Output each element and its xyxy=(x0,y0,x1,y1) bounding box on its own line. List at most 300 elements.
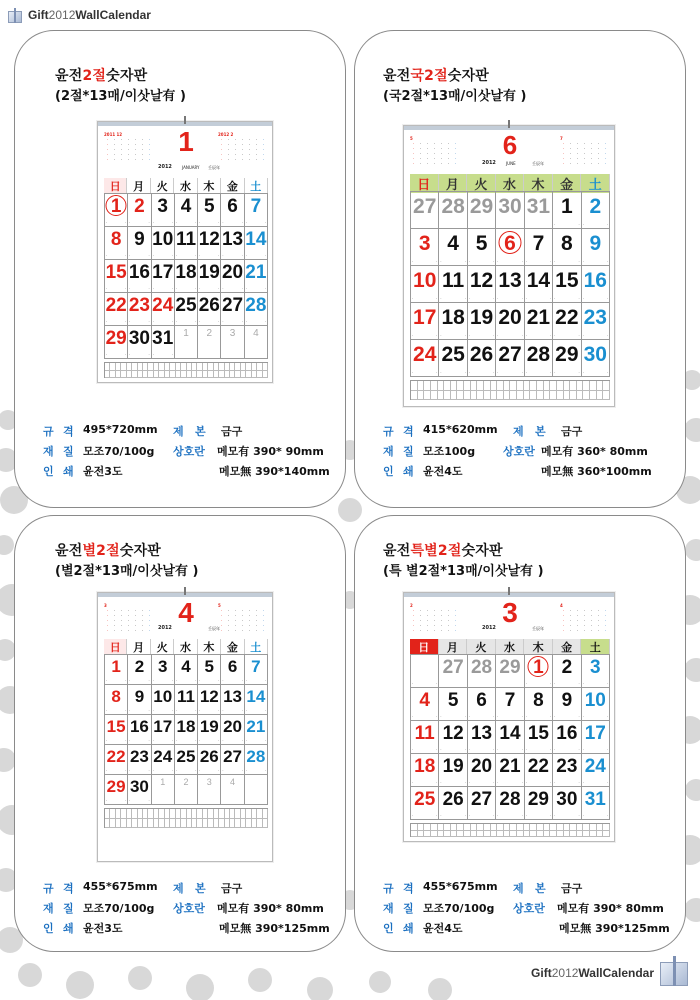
mini-day: · xyxy=(419,608,422,613)
mini-day: · xyxy=(134,613,137,618)
mini-day: · xyxy=(583,618,586,623)
mini-calendar-grid xyxy=(410,141,459,166)
date-number: 4 xyxy=(419,690,430,711)
date-number: 26 xyxy=(469,343,494,366)
lunar-mark: · xyxy=(606,334,608,338)
date-number: 15 xyxy=(555,269,579,292)
memo-cell xyxy=(411,831,418,838)
date-number: 2 xyxy=(589,195,602,218)
date-number: 20 xyxy=(498,306,522,329)
spec-table xyxy=(15,423,346,483)
weekday-label: 火 xyxy=(151,178,174,194)
lunar-date xyxy=(412,781,437,785)
mini-day: · xyxy=(419,156,422,161)
date-cell xyxy=(105,715,131,745)
spec-label-binding: 제 xyxy=(513,425,524,438)
lunar-mark: · xyxy=(125,254,127,258)
date-cell xyxy=(175,326,198,359)
lunar-mark: · xyxy=(125,799,127,803)
mini-day: · xyxy=(412,608,415,613)
lunar-date xyxy=(554,334,579,338)
mini-calendar-header: 4 xyxy=(560,603,563,608)
memo-cell xyxy=(438,391,445,401)
date-number: 31 xyxy=(152,328,174,349)
date-cell xyxy=(152,260,175,293)
spec-label-sanghoran: 상호란 xyxy=(513,902,545,915)
mini-day: · xyxy=(241,147,244,152)
lunar-mark: · xyxy=(106,739,108,743)
date-cell xyxy=(198,655,224,685)
lunar-date xyxy=(497,260,522,264)
date-cell xyxy=(245,293,268,326)
date-cell xyxy=(245,194,268,227)
date-cell xyxy=(105,293,131,326)
lunar-date xyxy=(246,769,266,773)
lunar-mark: · xyxy=(525,334,527,338)
mini-day: · xyxy=(120,628,123,633)
date-number: 27 xyxy=(223,747,243,766)
spec-label-paper: 질 xyxy=(63,445,74,458)
weekday-header xyxy=(104,639,268,653)
product-panel-3 xyxy=(14,515,346,952)
mini-day: · xyxy=(148,628,151,633)
memo-cell xyxy=(570,391,577,401)
memo-cell xyxy=(524,831,531,838)
mini-calendar-grid xyxy=(410,608,459,633)
date-cell xyxy=(152,194,175,227)
memo-cell xyxy=(431,391,438,401)
mini-day: · xyxy=(141,137,144,142)
month-number: 1 xyxy=(178,126,194,157)
date-cell xyxy=(411,192,439,229)
lunar-date xyxy=(153,221,173,225)
weekday-header xyxy=(410,639,610,653)
lunar-mark: · xyxy=(525,781,527,785)
lunar-mark: · xyxy=(464,781,466,785)
memo-cell xyxy=(577,391,584,401)
lunar-mark: · xyxy=(152,769,154,773)
mini-day: · xyxy=(440,623,443,628)
lunar-mark: · xyxy=(129,799,131,803)
lunar-mark: · xyxy=(106,320,108,324)
memo-cell xyxy=(263,819,268,829)
mini-day: · xyxy=(433,156,436,161)
lunar-date xyxy=(469,814,494,818)
mini-day: · xyxy=(440,613,443,618)
calendar-image xyxy=(403,125,615,407)
lunar-mark: · xyxy=(245,679,247,683)
date-number: 3 xyxy=(157,657,168,676)
date-cell xyxy=(105,655,131,685)
date-number: 24 xyxy=(584,756,606,777)
mini-day: · xyxy=(576,146,579,151)
lunar-mark: · xyxy=(245,769,247,773)
date-number: 24 xyxy=(413,343,437,366)
mini-calendar-grid xyxy=(218,137,267,162)
mini-day: · xyxy=(234,157,237,162)
mini-day: · xyxy=(562,151,565,156)
mini-calendar-grid xyxy=(104,608,153,633)
mini-day: · xyxy=(604,613,607,618)
lunar-date xyxy=(526,371,551,375)
date-cell xyxy=(105,260,131,293)
mini-day: · xyxy=(412,156,415,161)
lunar-mark: · xyxy=(578,682,580,686)
mini-day: · xyxy=(426,628,429,633)
weekday-label: 火 xyxy=(467,174,496,193)
date-number: 3 xyxy=(157,196,168,217)
lunar-date xyxy=(199,679,219,683)
mini-day: · xyxy=(234,613,237,618)
lunar-mark: · xyxy=(125,769,127,773)
lunar-mark: · xyxy=(222,320,224,324)
mini-day: · xyxy=(440,156,443,161)
mini-day: · xyxy=(241,152,244,157)
mini-day: · xyxy=(113,623,116,628)
mini-day: · xyxy=(433,141,436,146)
mini-day: · xyxy=(106,623,109,628)
lunar-date xyxy=(153,709,173,713)
lunar-mark: · xyxy=(222,254,224,258)
lunar-mark: · xyxy=(525,715,527,719)
mini-day: · xyxy=(412,623,415,628)
mini-day: · xyxy=(148,157,151,162)
date-number: 27 xyxy=(498,343,522,366)
date-cell xyxy=(496,340,524,377)
mini-day: · xyxy=(141,147,144,152)
product-title xyxy=(55,65,147,85)
date-number: 11 xyxy=(442,269,465,292)
mini-day: · xyxy=(148,618,151,623)
lunar-mark: · xyxy=(171,709,173,713)
mini-day: · xyxy=(248,623,251,628)
mini-day: · xyxy=(220,157,223,162)
lunar-date xyxy=(129,739,149,743)
memo-cell xyxy=(524,391,531,401)
spec-size-value: 495*720mm xyxy=(83,423,158,436)
lunar-mark: · xyxy=(550,715,552,719)
mini-day: · xyxy=(569,608,572,613)
date-cell xyxy=(468,787,499,820)
date-number: 8 xyxy=(111,687,121,706)
date-cell xyxy=(411,787,442,820)
date-cell xyxy=(175,194,201,227)
weekday-label: 土 xyxy=(245,178,268,194)
lunar-mark: · xyxy=(468,297,470,301)
lunar-mark: · xyxy=(582,260,584,264)
lunar-date xyxy=(129,679,149,683)
lunar-mark: · xyxy=(241,320,243,324)
lunar-mark: · xyxy=(554,814,556,818)
date-number: 14 xyxy=(499,723,521,744)
mini-day: · xyxy=(255,618,258,623)
lunar-date xyxy=(526,715,551,719)
title-prefix: 윤전 xyxy=(383,68,411,84)
date-number: 4 xyxy=(230,777,236,787)
memo-cell xyxy=(411,381,418,391)
memo-cell xyxy=(438,831,445,838)
lunar-date xyxy=(153,287,173,291)
calendar-image xyxy=(97,121,273,383)
mini-day: · xyxy=(227,142,230,147)
mini-day: · xyxy=(113,137,116,142)
date-number: 18 xyxy=(414,756,436,777)
lunar-mark: · xyxy=(550,748,552,752)
date-cell xyxy=(245,655,268,685)
memo-cell xyxy=(530,381,537,391)
mini-day: · xyxy=(590,613,593,618)
spec-print-value: 윤전3도 xyxy=(83,465,123,478)
lunar-mark: · xyxy=(125,353,127,357)
date-cell xyxy=(175,260,201,293)
mini-day: · xyxy=(227,608,230,613)
mini-day: · xyxy=(590,618,593,623)
date-cell xyxy=(198,260,224,293)
year-ganji: 壬辰年 xyxy=(532,626,544,631)
lunar-mark: · xyxy=(199,287,201,291)
lunar-mark: · xyxy=(412,334,414,338)
lunar-mark: · xyxy=(493,334,495,338)
lunar-date xyxy=(412,334,437,338)
date-number: 13 xyxy=(498,269,522,292)
mini-day: · xyxy=(412,618,415,623)
date-cell xyxy=(128,194,151,227)
mini-day: · xyxy=(148,142,151,147)
date-number: 10 xyxy=(413,269,437,292)
lunar-mark: · xyxy=(412,297,414,301)
lunar-mark: · xyxy=(129,769,131,773)
lunar-date xyxy=(176,709,196,713)
date-number: 7 xyxy=(504,690,516,711)
spec-size-value: 455*675mm xyxy=(423,880,498,893)
date-number: 9 xyxy=(589,232,602,255)
mini-day: · xyxy=(220,147,223,152)
lunar-mark: · xyxy=(129,221,131,225)
mini-calendar-grid xyxy=(104,137,153,162)
date-cell xyxy=(439,229,467,266)
mini-day: · xyxy=(234,628,237,633)
memo-cell xyxy=(550,391,557,401)
mini-day: · xyxy=(440,151,443,156)
lunar-date xyxy=(176,221,196,225)
lunar-mark: · xyxy=(554,223,556,227)
lunar-date xyxy=(554,260,579,264)
date-cell xyxy=(525,266,556,303)
product-title xyxy=(383,65,489,85)
lunar-mark: · xyxy=(582,715,584,719)
mini-calendar-header: 5 xyxy=(218,603,221,608)
date-cell xyxy=(496,655,524,688)
weekday-label: 木 xyxy=(198,178,221,194)
date-cell xyxy=(128,293,151,326)
mini-day: · xyxy=(141,142,144,147)
mini-day: · xyxy=(576,141,579,146)
memo-cell xyxy=(491,391,498,401)
lunar-date xyxy=(469,781,494,785)
date-cell xyxy=(198,715,224,745)
lunar-mark: · xyxy=(440,297,442,301)
mini-day: · xyxy=(569,146,572,151)
date-number: 1 xyxy=(533,657,544,678)
date-cell xyxy=(582,754,610,787)
mini-calendar-header: 2011 12 xyxy=(104,132,123,137)
title-suffix: 숫자판 xyxy=(106,68,148,84)
mini-day: · xyxy=(426,613,429,618)
lunar-mark: · xyxy=(129,739,131,743)
lunar-mark: · xyxy=(264,679,266,683)
date-cell xyxy=(198,745,224,775)
lunar-date xyxy=(526,814,551,818)
mini-day: · xyxy=(454,161,457,166)
lunar-mark: · xyxy=(218,221,220,225)
lunar-mark: · xyxy=(129,709,131,713)
mini-day: · xyxy=(433,151,436,156)
mini-day: · xyxy=(419,146,422,151)
spec-label-sanghoran: 상호란 xyxy=(173,445,205,458)
lunar-date xyxy=(554,371,579,375)
lunar-mark: · xyxy=(106,769,108,773)
mini-calendar xyxy=(104,132,153,162)
lunar-date xyxy=(199,739,219,743)
lunar-mark: · xyxy=(171,221,173,225)
weekday-label: 土 xyxy=(581,639,610,655)
mini-day: · xyxy=(241,613,244,618)
mini-day: · xyxy=(113,628,116,633)
mini-day: · xyxy=(148,137,151,142)
title-highlight: 특별2절 xyxy=(410,543,462,559)
spec-label-print: 인 xyxy=(383,922,394,935)
lunar-mark: · xyxy=(606,715,608,719)
memo-cell xyxy=(477,831,484,838)
lunar-mark: · xyxy=(125,320,127,324)
lunar-mark: · xyxy=(497,371,499,375)
lunar-mark: · xyxy=(241,739,243,743)
lunar-mark: · xyxy=(195,221,197,225)
date-cell xyxy=(175,227,201,260)
date-number: 18 xyxy=(175,262,197,283)
date-number: 8 xyxy=(110,229,122,250)
mini-day: · xyxy=(604,161,607,166)
date-number: 2 xyxy=(561,657,573,678)
lunar-mark: · xyxy=(497,297,499,301)
mini-day: · xyxy=(141,152,144,157)
brand-gift: Gift xyxy=(531,966,552,980)
spec-label-size: 규 xyxy=(43,882,54,895)
date-number: 30 xyxy=(129,777,149,796)
date-number: 23 xyxy=(128,295,150,316)
mini-day: · xyxy=(227,618,230,623)
mini-day: · xyxy=(590,156,593,161)
mini-day: · xyxy=(590,628,593,633)
date-number: 12 xyxy=(469,269,494,292)
date-cell xyxy=(468,340,499,377)
date-number: 30 xyxy=(498,195,522,218)
spec-print-value: 윤전4도 xyxy=(423,922,463,935)
lunar-date xyxy=(440,260,465,264)
mini-day: · xyxy=(220,137,223,142)
lunar-mark: · xyxy=(497,748,499,752)
lunar-date xyxy=(176,679,196,683)
date-number: 11 xyxy=(175,229,197,250)
memo-cell xyxy=(477,381,484,391)
brand-wall: WallCalendar xyxy=(578,966,654,980)
date-number: 9 xyxy=(134,687,145,706)
date-number: 21 xyxy=(526,306,551,329)
brand-year: 2012 xyxy=(48,8,76,22)
date-cell xyxy=(439,340,467,377)
date-cell xyxy=(221,685,244,715)
memo-cell xyxy=(457,391,464,401)
mini-day: · xyxy=(141,613,144,618)
mini-day: · xyxy=(454,623,457,628)
lunar-mark: · xyxy=(582,297,584,301)
date-cell xyxy=(175,745,201,775)
lunar-date xyxy=(106,287,126,291)
lunar-mark: · xyxy=(106,709,108,713)
lunar-mark: · xyxy=(582,814,584,818)
mini-day: · xyxy=(604,146,607,151)
year-ganji: 壬辰年 xyxy=(208,165,220,170)
lunar-mark: · xyxy=(129,254,131,258)
lunar-mark: · xyxy=(550,682,552,686)
lunar-mark: · xyxy=(493,260,495,264)
memo-cell xyxy=(517,391,524,401)
lunar-mark: · xyxy=(245,221,247,225)
lunar-mark: · xyxy=(554,781,556,785)
lunar-mark: · xyxy=(129,353,131,357)
mini-day: · xyxy=(426,146,429,151)
date-number: 31 xyxy=(526,195,551,218)
mini-day: · xyxy=(412,146,415,151)
lunar-date xyxy=(554,297,579,301)
mini-day: · xyxy=(597,618,600,623)
lunar-mark: · xyxy=(582,223,584,227)
memo-cell xyxy=(550,381,557,391)
lunar-mark: · xyxy=(464,814,466,818)
weekday-label: 水 xyxy=(174,639,197,655)
date-cell xyxy=(582,229,610,266)
spec-label-print: 인 xyxy=(43,465,54,478)
spec-memo-yes-value: 메모有 390* 80mm xyxy=(217,902,324,915)
memo-cell xyxy=(444,831,451,838)
lunar-mark: · xyxy=(152,739,154,743)
lunar-mark: · xyxy=(152,709,154,713)
lunar-mark: · xyxy=(241,709,243,713)
memo-cell xyxy=(471,381,478,391)
memo-cell xyxy=(477,391,484,401)
date-cell xyxy=(245,326,268,359)
memo-cell xyxy=(510,391,517,401)
date-number: 1 xyxy=(183,328,189,339)
date-cell xyxy=(198,326,221,359)
date-number: 29 xyxy=(555,343,579,366)
mini-day: · xyxy=(248,142,251,147)
lunar-mark: · xyxy=(195,287,197,291)
mini-day: · xyxy=(127,137,130,142)
date-cell xyxy=(152,326,175,359)
date-number: 3 xyxy=(589,657,601,678)
date-number: 12 xyxy=(442,723,464,744)
lunar-date xyxy=(583,371,608,375)
mini-day: · xyxy=(255,152,258,157)
mini-day: · xyxy=(590,141,593,146)
brand-wall: WallCalendar xyxy=(75,8,151,22)
memo-cell xyxy=(451,831,458,838)
mini-day: · xyxy=(148,623,151,628)
memo-cell xyxy=(583,391,590,401)
mini-day: · xyxy=(227,613,230,618)
date-number: 3 xyxy=(229,328,236,339)
